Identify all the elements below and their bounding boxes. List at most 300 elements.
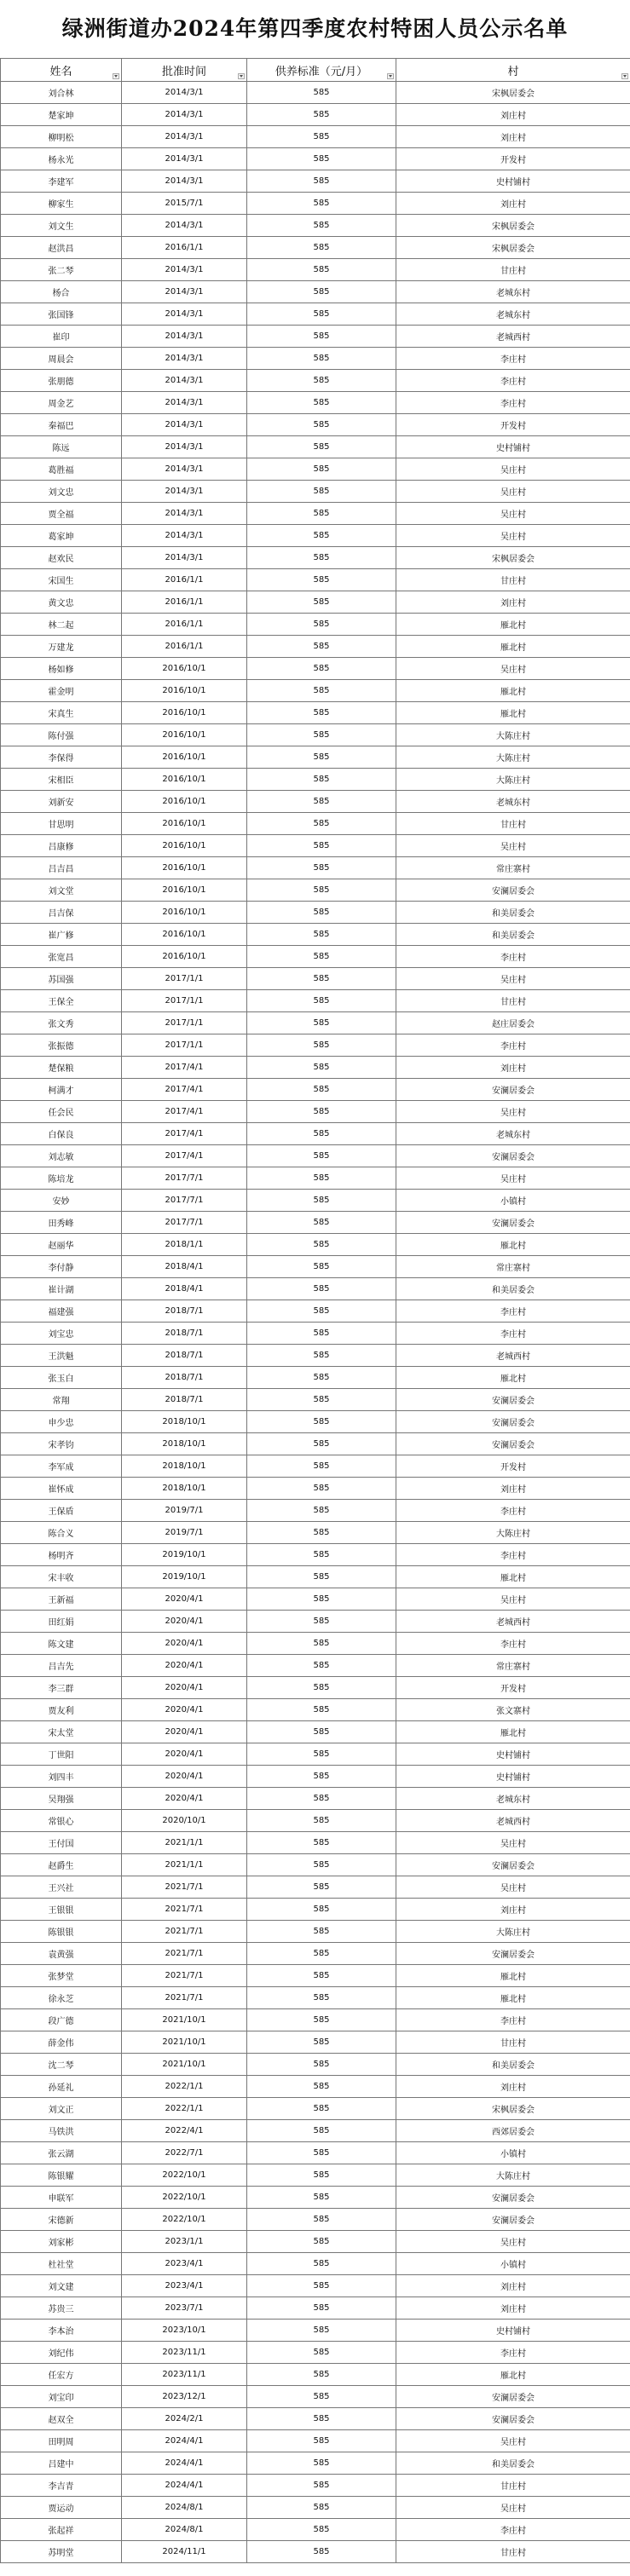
cell-support-standard: 585 xyxy=(247,104,396,126)
cell-village: 吴庄村 xyxy=(396,481,630,503)
cell-village: 老城西村 xyxy=(396,1810,630,1832)
table-row xyxy=(1,1588,630,1611)
table-row xyxy=(1,104,630,126)
cell-village: 吴庄村 xyxy=(396,2231,630,2253)
table-row xyxy=(1,1743,630,1766)
table-row xyxy=(1,2275,630,2297)
cell-name: 刘文正 xyxy=(1,2098,122,2120)
cell-village: 宋枫居委会 xyxy=(396,237,630,259)
cell-support-standard: 585 xyxy=(247,392,396,414)
cell-approval-date: 2018/10/1 xyxy=(122,1411,247,1433)
cell-approval-date: 2014/3/1 xyxy=(122,392,247,414)
cell-name: 霍金明 xyxy=(1,680,122,702)
table-row xyxy=(1,879,630,902)
cell-approval-date: 2017/1/1 xyxy=(122,990,247,1012)
table-row xyxy=(1,791,630,813)
table-row xyxy=(1,1234,630,1256)
table-row xyxy=(1,547,630,569)
table-row xyxy=(1,2098,630,2120)
cell-support-standard: 585 xyxy=(247,1743,396,1766)
cell-approval-date: 2014/3/1 xyxy=(122,348,247,370)
cell-support-standard: 585 xyxy=(247,1611,396,1633)
cell-approval-date: 2014/3/1 xyxy=(122,481,247,503)
table-body xyxy=(1,82,630,2563)
cell-name: 李军成 xyxy=(1,1455,122,1478)
cell-support-standard: 585 xyxy=(247,2275,396,2297)
cell-village: 吴庄村 xyxy=(396,525,630,547)
cell-village: 刘庄村 xyxy=(396,2275,630,2297)
cell-approval-date: 2016/10/1 xyxy=(122,946,247,968)
cell-support-standard: 585 xyxy=(247,2209,396,2231)
cell-approval-date: 2020/4/1 xyxy=(122,1677,247,1699)
table-row xyxy=(1,259,630,281)
cell-name: 王保全 xyxy=(1,990,122,1012)
cell-approval-date: 2016/10/1 xyxy=(122,857,247,879)
cell-support-standard: 585 xyxy=(247,1588,396,1611)
table-row xyxy=(1,1145,630,1167)
filter-dropdown-icon[interactable] xyxy=(387,73,394,79)
table-row xyxy=(1,746,630,769)
cell-support-standard: 585 xyxy=(247,1721,396,1743)
table-row xyxy=(1,1411,630,1433)
cell-village: 李庄村 xyxy=(396,1323,630,1345)
cell-approval-date: 2017/4/1 xyxy=(122,1079,247,1101)
table-row xyxy=(1,1123,630,1145)
cell-support-standard: 585 xyxy=(247,1167,396,1190)
cell-support-standard: 585 xyxy=(247,1854,396,1876)
cell-support-standard: 585 xyxy=(247,1101,396,1123)
cell-village: 雁北村 xyxy=(396,2364,630,2386)
cell-name: 崔怀成 xyxy=(1,1478,122,1500)
table-row xyxy=(1,1256,630,1278)
cell-approval-date: 2023/12/1 xyxy=(122,2386,247,2408)
cell-name: 崔印 xyxy=(1,326,122,348)
cell-approval-date: 2014/3/1 xyxy=(122,414,247,436)
cell-village: 老城西村 xyxy=(396,1345,630,1367)
cell-name: 苏国强 xyxy=(1,968,122,990)
cell-support-standard: 585 xyxy=(247,2120,396,2142)
cell-village: 安澜居委会 xyxy=(396,2408,630,2430)
cell-name: 陈合义 xyxy=(1,1522,122,1544)
cell-approval-date: 2023/1/1 xyxy=(122,2231,247,2253)
table-row xyxy=(1,724,630,746)
cell-name: 张玉白 xyxy=(1,1367,122,1389)
cell-support-standard: 585 xyxy=(247,1323,396,1345)
cell-name: 王付国 xyxy=(1,1832,122,1854)
cell-support-standard: 585 xyxy=(247,1300,396,1323)
cell-name: 王新福 xyxy=(1,1588,122,1611)
cell-name: 宋太堂 xyxy=(1,1721,122,1743)
table-row xyxy=(1,1721,630,1743)
table-row xyxy=(1,1034,630,1057)
cell-village: 雁北村 xyxy=(396,1367,630,1389)
table-row xyxy=(1,2342,630,2364)
cell-village: 甘庄村 xyxy=(396,259,630,281)
table-row xyxy=(1,370,630,392)
cell-name: 张文秀 xyxy=(1,1012,122,1034)
cell-name: 赵丽华 xyxy=(1,1234,122,1256)
table-row xyxy=(1,902,630,924)
cell-approval-date: 2017/7/1 xyxy=(122,1212,247,1234)
cell-name: 王洪魁 xyxy=(1,1345,122,1367)
cell-support-standard: 585 xyxy=(247,813,396,835)
cell-support-standard: 585 xyxy=(247,414,396,436)
cell-support-standard: 585 xyxy=(247,1234,396,1256)
cell-name: 苏贵三 xyxy=(1,2297,122,2320)
cell-name: 田红娟 xyxy=(1,1611,122,1633)
cell-support-standard: 585 xyxy=(247,835,396,857)
cell-support-standard: 585 xyxy=(247,2452,396,2475)
cell-approval-date: 2024/2/1 xyxy=(122,2408,247,2430)
cell-name: 刘文生 xyxy=(1,215,122,237)
cell-support-standard: 585 xyxy=(247,2497,396,2519)
table-row xyxy=(1,2209,630,2231)
cell-support-standard: 585 xyxy=(247,1876,396,1899)
cell-village: 吴庄村 xyxy=(396,1167,630,1190)
cell-support-standard: 585 xyxy=(247,481,396,503)
table-row xyxy=(1,1965,630,1987)
table-row xyxy=(1,1788,630,1810)
cell-approval-date: 2017/1/1 xyxy=(122,1034,247,1057)
cell-approval-date: 2016/10/1 xyxy=(122,658,247,680)
table-row xyxy=(1,2320,630,2342)
cell-support-standard: 585 xyxy=(247,1965,396,1987)
cell-support-standard: 585 xyxy=(247,2253,396,2275)
table-row xyxy=(1,1167,630,1190)
cell-village: 甘庄村 xyxy=(396,990,630,1012)
cell-support-standard: 585 xyxy=(247,746,396,769)
cell-village: 吴庄村 xyxy=(396,835,630,857)
cell-support-standard: 585 xyxy=(247,1123,396,1145)
cell-support-standard: 585 xyxy=(247,946,396,968)
cell-approval-date: 2021/7/1 xyxy=(122,1965,247,1987)
cell-support-standard: 585 xyxy=(247,2519,396,2541)
cell-approval-date: 2024/4/1 xyxy=(122,2452,247,2475)
cell-support-standard: 585 xyxy=(247,525,396,547)
table-row xyxy=(1,2452,630,2475)
cell-name: 陈远 xyxy=(1,436,122,458)
cell-village: 刘庄村 xyxy=(396,1899,630,1921)
cell-support-standard: 585 xyxy=(247,1455,396,1478)
cell-village: 吴庄村 xyxy=(396,1832,630,1854)
cell-support-standard: 585 xyxy=(247,237,396,259)
table-row xyxy=(1,1212,630,1234)
table-row xyxy=(1,2120,630,2142)
cell-support-standard: 585 xyxy=(247,2231,396,2253)
cell-name: 丁世阳 xyxy=(1,1743,122,1766)
cell-approval-date: 2023/4/1 xyxy=(122,2275,247,2297)
cell-village: 李庄村 xyxy=(396,2342,630,2364)
cell-approval-date: 2021/1/1 xyxy=(122,1854,247,1876)
cell-name: 刘文忠 xyxy=(1,481,122,503)
cell-village: 安澜居委会 xyxy=(396,1145,630,1167)
cell-village: 安澜居委会 xyxy=(396,2386,630,2408)
cell-approval-date: 2016/10/1 xyxy=(122,702,247,724)
cell-name: 徐永芝 xyxy=(1,1987,122,2009)
table-row xyxy=(1,414,630,436)
cell-name: 柯满才 xyxy=(1,1079,122,1101)
cell-support-standard: 585 xyxy=(247,591,396,614)
cell-support-standard: 585 xyxy=(247,569,396,591)
cell-village: 大陈庄村 xyxy=(396,724,630,746)
cell-name: 张起祥 xyxy=(1,2519,122,2541)
cell-approval-date: 2021/7/1 xyxy=(122,1899,247,1921)
cell-approval-date: 2023/10/1 xyxy=(122,2320,247,2342)
header-name xyxy=(1,59,122,82)
cell-village: 小镇村 xyxy=(396,1190,630,1212)
cell-approval-date: 2021/7/1 xyxy=(122,1921,247,1943)
cell-support-standard: 585 xyxy=(247,1190,396,1212)
table-row xyxy=(1,2009,630,2031)
cell-support-standard: 585 xyxy=(247,1278,396,1300)
table-row xyxy=(1,591,630,614)
cell-name: 申少忠 xyxy=(1,1411,122,1433)
cell-name: 陈付强 xyxy=(1,724,122,746)
cell-name: 杨如修 xyxy=(1,658,122,680)
cell-support-standard: 585 xyxy=(247,2364,396,2386)
cell-village: 吴庄村 xyxy=(396,658,630,680)
cell-support-standard: 585 xyxy=(247,436,396,458)
cell-village: 刘庄村 xyxy=(396,2076,630,2098)
cell-approval-date: 2022/10/1 xyxy=(122,2164,247,2187)
cell-village: 和美居委会 xyxy=(396,924,630,946)
cell-village: 李庄村 xyxy=(396,1034,630,1057)
cell-name: 李保得 xyxy=(1,746,122,769)
cell-support-standard: 585 xyxy=(247,636,396,658)
table-row xyxy=(1,1057,630,1079)
header-approval-date xyxy=(122,59,247,82)
cell-support-standard: 585 xyxy=(247,348,396,370)
cell-approval-date: 2014/3/1 xyxy=(122,326,247,348)
table-row xyxy=(1,1943,630,1965)
cell-support-standard: 585 xyxy=(247,170,396,193)
filter-dropdown-icon[interactable] xyxy=(621,73,628,79)
table-row xyxy=(1,2253,630,2275)
cell-name: 陈培龙 xyxy=(1,1167,122,1190)
cell-name: 柳家生 xyxy=(1,193,122,215)
cell-village: 常庄寨村 xyxy=(396,1256,630,1278)
table-row xyxy=(1,1500,630,1522)
cell-approval-date: 2016/1/1 xyxy=(122,237,247,259)
cell-approval-date: 2014/3/1 xyxy=(122,547,247,569)
cell-support-standard: 585 xyxy=(247,503,396,525)
table-row xyxy=(1,702,630,724)
cell-support-standard: 585 xyxy=(247,1367,396,1389)
cell-support-standard: 585 xyxy=(247,2297,396,2320)
cell-village: 大陈庄村 xyxy=(396,769,630,791)
cell-name: 张振德 xyxy=(1,1034,122,1057)
cell-approval-date: 2014/3/1 xyxy=(122,458,247,481)
table-row xyxy=(1,2541,630,2563)
cell-village: 甘庄村 xyxy=(396,2031,630,2054)
cell-name: 刘宝忠 xyxy=(1,1323,122,1345)
cell-approval-date: 2014/3/1 xyxy=(122,436,247,458)
cell-support-standard: 585 xyxy=(247,281,396,303)
cell-approval-date: 2016/1/1 xyxy=(122,636,247,658)
cell-approval-date: 2022/1/1 xyxy=(122,2076,247,2098)
cell-name: 刘合林 xyxy=(1,82,122,104)
cell-village: 安澜居委会 xyxy=(396,1389,630,1411)
cell-village: 老城西村 xyxy=(396,1611,630,1633)
cell-village: 史村铺村 xyxy=(396,436,630,458)
cell-approval-date: 2019/10/1 xyxy=(122,1544,247,1566)
cell-support-standard: 585 xyxy=(247,1057,396,1079)
table-row xyxy=(1,1921,630,1943)
cell-support-standard: 585 xyxy=(247,1655,396,1677)
cell-name: 刘文堂 xyxy=(1,879,122,902)
cell-name: 白保良 xyxy=(1,1123,122,1145)
table-row xyxy=(1,2076,630,2098)
table-row xyxy=(1,1854,630,1876)
table-row xyxy=(1,946,630,968)
cell-village: 史村铺村 xyxy=(396,2320,630,2342)
table-row xyxy=(1,215,630,237)
table-row xyxy=(1,392,630,414)
cell-support-standard: 585 xyxy=(247,148,396,170)
cell-support-standard: 585 xyxy=(247,1389,396,1411)
table-row xyxy=(1,303,630,326)
table-row xyxy=(1,1522,630,1544)
cell-approval-date: 2017/4/1 xyxy=(122,1101,247,1123)
cell-name: 张二琴 xyxy=(1,259,122,281)
table-row xyxy=(1,126,630,148)
cell-name: 吕吉先 xyxy=(1,1655,122,1677)
cell-support-standard: 585 xyxy=(247,769,396,791)
cell-support-standard: 585 xyxy=(247,1079,396,1101)
cell-approval-date: 2018/4/1 xyxy=(122,1256,247,1278)
cell-support-standard: 585 xyxy=(247,1943,396,1965)
cell-village: 吴庄村 xyxy=(396,503,630,525)
cell-name: 刘家彬 xyxy=(1,2231,122,2253)
cell-name: 刘纪伟 xyxy=(1,2342,122,2364)
cell-support-standard: 585 xyxy=(247,902,396,924)
table-row xyxy=(1,458,630,481)
cell-approval-date: 2016/10/1 xyxy=(122,835,247,857)
cell-support-standard: 585 xyxy=(247,857,396,879)
cell-approval-date: 2021/10/1 xyxy=(122,2031,247,2054)
cell-name: 王保盾 xyxy=(1,1500,122,1522)
cell-support-standard: 585 xyxy=(247,2098,396,2120)
cell-village: 吴庄村 xyxy=(396,2497,630,2519)
table-row xyxy=(1,436,630,458)
table-row xyxy=(1,1278,630,1300)
cell-approval-date: 2024/4/1 xyxy=(122,2430,247,2452)
cell-name: 楚保粮 xyxy=(1,1057,122,1079)
cell-support-standard: 585 xyxy=(247,724,396,746)
table-row xyxy=(1,1101,630,1123)
cell-approval-date: 2021/7/1 xyxy=(122,1943,247,1965)
cell-approval-date: 2014/3/1 xyxy=(122,370,247,392)
cell-village: 吴庄村 xyxy=(396,1101,630,1123)
table-row xyxy=(1,2187,630,2209)
cell-support-standard: 585 xyxy=(247,2187,396,2209)
cell-approval-date: 2018/7/1 xyxy=(122,1389,247,1411)
cell-approval-date: 2017/4/1 xyxy=(122,1123,247,1145)
cell-approval-date: 2017/1/1 xyxy=(122,968,247,990)
table-row xyxy=(1,1300,630,1323)
table-row xyxy=(1,148,630,170)
cell-name: 陈文建 xyxy=(1,1633,122,1655)
cell-name: 刘新安 xyxy=(1,791,122,813)
cell-name: 宋真生 xyxy=(1,702,122,724)
cell-name: 王兴社 xyxy=(1,1876,122,1899)
table-row xyxy=(1,525,630,547)
cell-village: 李庄村 xyxy=(396,946,630,968)
cell-approval-date: 2022/1/1 xyxy=(122,2098,247,2120)
table-row xyxy=(1,2164,630,2187)
cell-village: 吴庄村 xyxy=(396,458,630,481)
cell-name: 常银心 xyxy=(1,1810,122,1832)
cell-village: 雁北村 xyxy=(396,1566,630,1588)
cell-village: 雁北村 xyxy=(396,1987,630,2009)
cell-village: 小镇村 xyxy=(396,2253,630,2275)
cell-approval-date: 2020/4/1 xyxy=(122,1699,247,1721)
cell-village: 雁北村 xyxy=(396,1721,630,1743)
table-row xyxy=(1,2364,630,2386)
cell-name: 杨永光 xyxy=(1,148,122,170)
cell-village: 刘庄村 xyxy=(396,1478,630,1500)
cell-approval-date: 2022/7/1 xyxy=(122,2142,247,2164)
cell-name: 赵爵生 xyxy=(1,1854,122,1876)
cell-name: 段广德 xyxy=(1,2009,122,2031)
table-row xyxy=(1,2031,630,2054)
cell-approval-date: 2021/7/1 xyxy=(122,1987,247,2009)
cell-name: 刘宝印 xyxy=(1,2386,122,2408)
cell-approval-date: 2016/10/1 xyxy=(122,879,247,902)
cell-support-standard: 585 xyxy=(247,1899,396,1921)
cell-village: 李庄村 xyxy=(396,1633,630,1655)
table-row xyxy=(1,569,630,591)
cell-name: 刘四丰 xyxy=(1,1766,122,1788)
table-row xyxy=(1,1899,630,1921)
cell-village: 李庄村 xyxy=(396,2519,630,2541)
cell-approval-date: 2018/10/1 xyxy=(122,1478,247,1500)
table-row xyxy=(1,281,630,303)
table-row xyxy=(1,1367,630,1389)
cell-village: 老城东村 xyxy=(396,281,630,303)
cell-name: 秦福巴 xyxy=(1,414,122,436)
table-row xyxy=(1,769,630,791)
cell-village: 李庄村 xyxy=(396,392,630,414)
cell-name: 马铁洪 xyxy=(1,2120,122,2142)
cell-support-standard: 585 xyxy=(247,1345,396,1367)
cell-approval-date: 2023/11/1 xyxy=(122,2342,247,2364)
cell-name: 李建军 xyxy=(1,170,122,193)
cell-name: 李本治 xyxy=(1,2320,122,2342)
cell-support-standard: 585 xyxy=(247,2164,396,2187)
cell-name: 柳明松 xyxy=(1,126,122,148)
cell-village: 安澜居委会 xyxy=(396,1411,630,1433)
cell-approval-date: 2014/3/1 xyxy=(122,82,247,104)
cell-name: 杜社堂 xyxy=(1,2253,122,2275)
cell-name: 张朋德 xyxy=(1,370,122,392)
cell-support-standard: 585 xyxy=(247,1699,396,1721)
cell-village: 甘庄村 xyxy=(396,2475,630,2497)
cell-village: 大陈庄村 xyxy=(396,1921,630,1943)
cell-support-standard: 585 xyxy=(247,2009,396,2031)
cell-support-standard: 585 xyxy=(247,1544,396,1566)
cell-village: 和美居委会 xyxy=(396,902,630,924)
cell-village: 甘庄村 xyxy=(396,569,630,591)
cell-name: 张国锋 xyxy=(1,303,122,326)
cell-support-standard: 585 xyxy=(247,702,396,724)
cell-approval-date: 2020/4/1 xyxy=(122,1588,247,1611)
filter-dropdown-icon[interactable] xyxy=(238,73,245,79)
filter-dropdown-icon[interactable] xyxy=(113,73,119,79)
cell-name: 王银银 xyxy=(1,1899,122,1921)
cell-village: 史村铺村 xyxy=(396,1743,630,1766)
cell-name: 宋丰收 xyxy=(1,1566,122,1588)
